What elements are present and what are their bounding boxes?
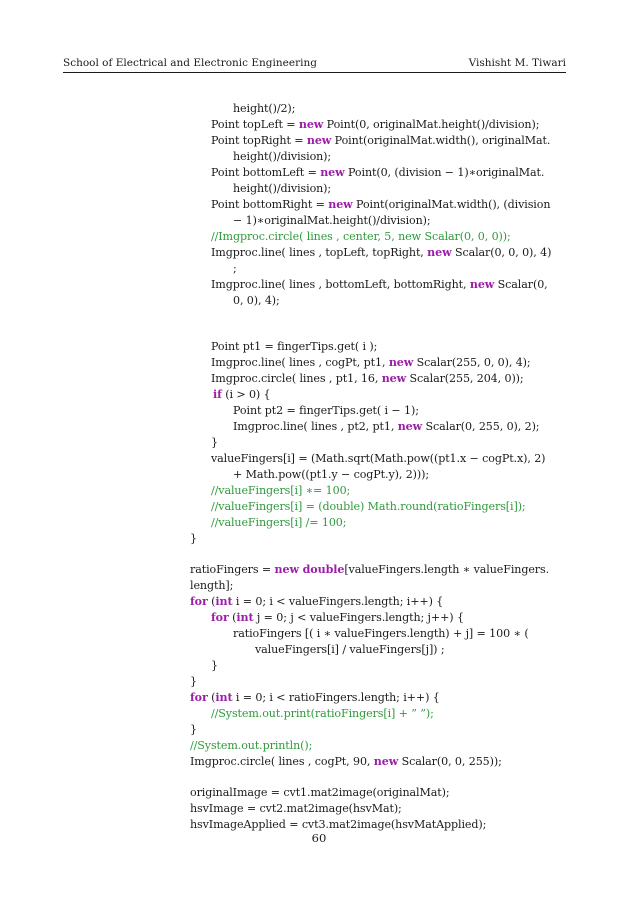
- code-text: Scalar(0, 255, 0), 2);: [422, 420, 540, 433]
- code-line: [190, 787, 449, 798]
- code-text: 0, 0), 4);: [233, 294, 280, 307]
- code-comment: //valueFingers[i] ∗= 100;: [211, 484, 351, 497]
- code-text: Scalar(0, 0, 0), 4): [451, 246, 552, 259]
- code-text: (: [207, 595, 216, 608]
- code-text: Point(0, originalMat.height()/division);: [323, 118, 540, 131]
- code-comment: //System.out.print(ratioFingers[i] + ” ”);: [211, 707, 434, 720]
- code-text: }: [190, 675, 197, 688]
- code-text: + Math.pow((pt1.y − cogPt.y), 2)));: [233, 468, 429, 481]
- code-text: Point(0, (division − 1)∗originalMat.: [344, 166, 545, 179]
- code-text: height()/2);: [233, 102, 296, 115]
- code-text: }: [190, 532, 197, 545]
- code-text: i = 0; i < valueFingers.length; i++) {: [232, 595, 444, 608]
- code-keyword: for: [190, 595, 208, 608]
- code-keyword: new: [373, 755, 399, 768]
- code-line: [190, 819, 486, 830]
- code-line: [211, 247, 551, 258]
- code-keyword: new: [320, 166, 345, 179]
- code-text: Point bottomLeft =: [211, 166, 321, 179]
- code-text: Point pt2 = fingerTips.get( i − 1);: [233, 404, 419, 417]
- code-line: [211, 708, 434, 719]
- code-comment: //Imgproc.circle( lines , center, 5, new Scalar(0, 0, 0));: [211, 230, 511, 243]
- code-keyword: new: [306, 134, 332, 147]
- code-text: valueFingers[i] = (Math.sqrt(Math.pow((pt1.x − cogPt.x), 2): [211, 452, 546, 465]
- code-line: [211, 119, 539, 130]
- code-text: height()/division);: [233, 182, 332, 195]
- code-line: [211, 453, 545, 464]
- code-comment: //valueFingers[i] /= 100;: [211, 516, 347, 529]
- code-text: ratioFingers =: [190, 563, 275, 576]
- code-text: valueFingers[i] / valueFingers[j]) ;: [255, 643, 445, 656]
- code-keyword: new: [469, 278, 495, 291]
- code-text: i = 0; i < ratioFingers.length; i++) {: [232, 691, 440, 704]
- code-text: originalImage = cvt1.mat2image(originalMat);: [190, 786, 450, 799]
- code-text: j = 0; j < valueFingers.length; j++) {: [253, 611, 464, 624]
- code-keyword: int: [215, 691, 233, 704]
- code-text: height()/division);: [233, 150, 332, 163]
- code-line: [211, 231, 511, 242]
- code-text: Point topLeft =: [211, 118, 299, 131]
- code-comment: //valueFingers[i] = (double) Math.round(ratioFingers[i]);: [211, 500, 526, 513]
- code-text: Point bottomRight =: [211, 198, 329, 211]
- code-line: [233, 263, 237, 274]
- code-text: }: [211, 436, 218, 449]
- code-text: Scalar(255, 0, 0), 4);: [413, 356, 531, 369]
- code-text: Imgproc.circle( lines , cogPt, 90,: [190, 755, 374, 768]
- code-keyword: int: [236, 611, 254, 624]
- code-line: [211, 279, 548, 290]
- code-line: [211, 199, 550, 210]
- code-keyword: for: [211, 611, 229, 624]
- code-line: [233, 421, 539, 432]
- code-line: [211, 341, 377, 352]
- code-line: [190, 580, 233, 591]
- code-line: [190, 724, 197, 735]
- code-keyword: if: [213, 388, 222, 401]
- code-line: [211, 660, 218, 671]
- code-line: [190, 740, 312, 751]
- code-line: [190, 676, 197, 687]
- code-text: Imgproc.line( lines , pt2, pt1,: [233, 420, 398, 433]
- code-keyword: new: [328, 198, 353, 211]
- code-line: [211, 373, 524, 384]
- code-line: [233, 183, 331, 194]
- code-line: [255, 644, 444, 655]
- code-keyword: new double: [274, 563, 345, 576]
- code-line: [211, 437, 218, 448]
- code-text: hsvImageApplied = cvt3.mat2image(hsvMatApplied);: [190, 818, 487, 831]
- running-header-left: School of Electrical and Electronic Engineering: [63, 57, 317, 69]
- code-keyword: new: [381, 372, 407, 385]
- code-comment: //System.out.println();: [190, 739, 313, 752]
- code-line: [233, 405, 419, 416]
- code-line: [190, 756, 502, 767]
- code-line: [233, 103, 295, 114]
- code-text: Imgproc.line( lines , bottomLeft, bottomRight,: [211, 278, 470, 291]
- code-line: [233, 215, 431, 226]
- code-line: [211, 485, 350, 496]
- code-line: [190, 692, 440, 703]
- code-line: [233, 295, 280, 306]
- code-line: [190, 533, 197, 544]
- code-line: [233, 469, 429, 480]
- code-line: [211, 517, 346, 528]
- code-keyword: int: [215, 595, 233, 608]
- code-keyword: new: [388, 356, 414, 369]
- code-line: [233, 151, 331, 162]
- code-text: Imgproc.line( lines , cogPt, pt1,: [211, 356, 389, 369]
- code-keyword: new: [298, 118, 324, 131]
- code-line: [213, 389, 271, 400]
- code-text: [valueFingers.length ∗ valueFingers.: [344, 563, 550, 576]
- code-keyword: for: [190, 691, 208, 704]
- code-line: [211, 167, 544, 178]
- code-line: [190, 803, 402, 814]
- code-text: }: [190, 723, 197, 736]
- code-keyword: new: [397, 420, 423, 433]
- code-text: Point topRight =: [211, 134, 307, 147]
- code-text: hsvImage = cvt2.mat2image(hsvMat);: [190, 802, 402, 815]
- code-keyword: new: [427, 246, 452, 259]
- code-line: [190, 564, 549, 575]
- running-header-right: Vishisht M. Tiwari: [468, 57, 566, 69]
- code-line: [211, 501, 526, 512]
- code-text: ratioFingers [( i ∗ valueFingers.length) + j] = 100 ∗ (: [233, 627, 529, 640]
- code-line: [211, 135, 550, 146]
- code-text: (i > 0) {: [221, 388, 271, 401]
- code-text: Scalar(0,: [494, 278, 548, 291]
- page-number: 60: [311, 831, 327, 845]
- code-text: Imgproc.line( lines , topLeft, topRight,: [211, 246, 428, 259]
- code-text: length];: [190, 579, 234, 592]
- code-text: (: [228, 611, 237, 624]
- code-text: Point(originalMat.width(), originalMat.: [331, 134, 551, 147]
- code-text: ;: [233, 262, 237, 275]
- code-text: }: [211, 659, 218, 672]
- code-text: Imgproc.circle( lines , pt1, 16,: [211, 372, 382, 385]
- code-text: Point(originalMat.width(), (division: [352, 198, 551, 211]
- code-text: − 1)∗originalMat.height()/division);: [233, 214, 431, 227]
- code-line: [211, 357, 531, 368]
- code-text: Scalar(255, 204, 0));: [406, 372, 524, 385]
- code-line: [190, 596, 443, 607]
- header-rule: [63, 72, 566, 73]
- code-text: (: [207, 691, 216, 704]
- code-text: Scalar(0, 0, 255));: [398, 755, 502, 768]
- code-text: Point pt1 = fingerTips.get( i );: [211, 340, 378, 353]
- code-line: [211, 612, 464, 623]
- code-line: [233, 628, 529, 639]
